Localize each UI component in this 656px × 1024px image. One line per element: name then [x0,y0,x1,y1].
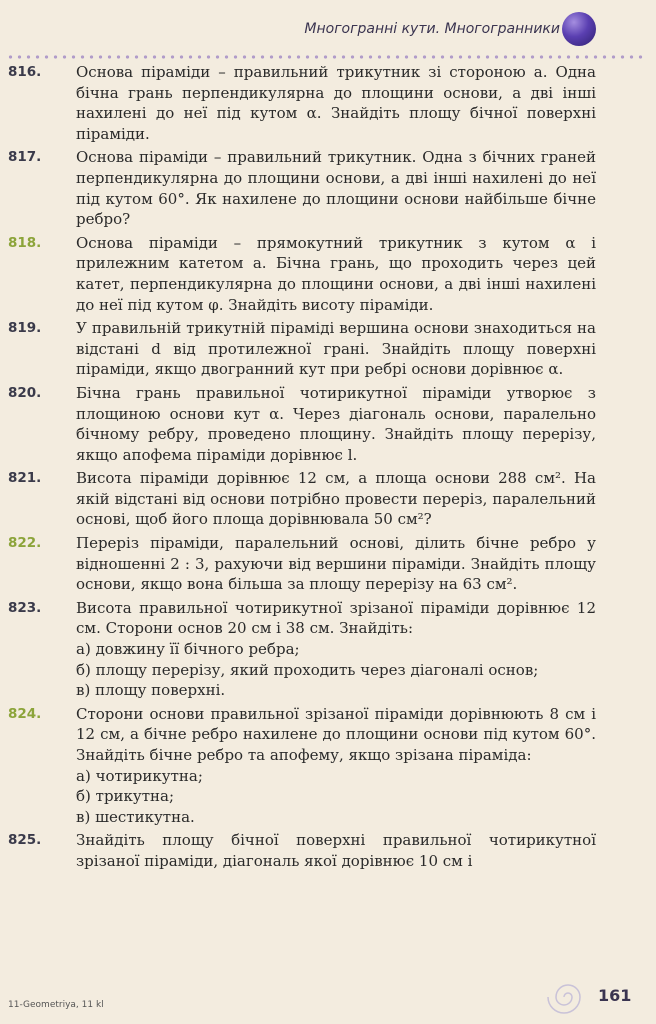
problem-number: 825. [8,832,42,849]
problem-text: Основа піраміди – правильний трикутник зі стороною a. Одна бічна грань перпендикулярна до площини основи, а дві інші нахилені до неї під кутом α. Знайдіть площу бічної поверхні піраміди. [76,63,596,143]
problem-text: Бічна грань правильної чотирикутної піраміди утворює з площиною основи кут α. Через діагональ основи, паралельно бічному ребру, проведено площину. Знайдіть площу перерізу, якщо апофема піраміди дорівнює l. [76,383,596,464]
page-number: 161 [598,986,632,1005]
problem-number: 816. [8,64,42,80]
problem-item [0,318,656,380]
problem-item [0,704,656,828]
problem-body [76,233,596,315]
problem-option: а) довжину її бічного ребра; [76,640,300,659]
problem-body [76,147,596,229]
problem-number: 824. [8,705,42,722]
problem-number: 817. [8,149,42,166]
problem-option: в) шестикутна. [76,807,195,826]
problem-body [76,598,596,701]
problem-item [0,62,656,144]
problem-text: Основа піраміди – прямокутний трикутник з кутом α і прилежним катетом a. Бічна грань, що проходить через цей катет, перпендикулярна до площини основи, а дві інші нахилені до неї під кутом φ. Знайдіть висоту піраміди. [76,233,596,314]
footer-imprint: 11-Geometriya, 11 kl [8,1000,104,1010]
problem-text: Знайдіть площу бічної поверхні правильної чотирикутної зрізаної піраміди, діагональ якої дорівнює 10 см і [76,831,596,870]
problem-body [76,704,596,828]
problem-body [76,830,596,871]
problem-item [0,468,656,530]
problem-item [0,383,656,465]
problem-number: 818. [8,234,42,251]
swirl-decoration [528,972,598,1022]
problem-number: 821. [8,470,42,487]
problem-option: б) трикутна; [76,787,175,806]
problem-body [76,533,596,595]
problem-number: 820. [8,384,42,401]
problem-body [76,318,596,380]
problem-option: а) чотирикутна; [76,766,203,785]
problem-body [76,62,596,144]
problem-item [0,233,656,315]
running-header: Многогранні кути. Многогранники [304,21,560,37]
problem-number: 823. [8,599,42,616]
problem-item [0,147,656,229]
problem-list [0,62,656,875]
problem-body [76,383,596,465]
problem-item [0,830,656,871]
problem-text: Переріз піраміди, паралельний основі, ділить бічне ребро у відношенні 2 : 3, рахуючи від вершини піраміди. Знайдіть площу основи, якщо вона більша за площу перерізу на 63 см². [76,534,596,594]
header-ball-decoration [562,12,596,46]
problem-item [0,598,656,701]
problem-text: Основа піраміди – правильний трикутник. Одна з бічних граней перпендикулярна до площини основи, а дві інші нахилені до неї під кутом 60°. Як нахилене до площини основи найбільше бічне ребро? [76,148,596,229]
problem-option: б) площу перерізу, який проходить через діагоналі основ; [76,660,539,679]
problem-text: Висота правильної чотирикутної зрізаної піраміди дорівнює 12 см. Сторони основ 20 см і 38 см. Знайдіть: [76,598,596,638]
problem-text: Висота піраміди дорівнює 12 см, а площа основи 288 см². На якій відстані від основи потрібно провести переріз, паралельний основі, щоб його площа дорівнювала 50 см²? [76,469,596,529]
problem-body [76,468,596,530]
dotted-divider [6,53,646,61]
problem-text: У правильній трикутній піраміді вершина основи знаходиться на відстані d від протилежної грані. Знайдіть площу поверхні піраміди, якщо двогранний кут при ребрі основи дорівнює α. [76,319,596,379]
problem-number: 822. [8,535,42,552]
problem-text: Сторони основи правильної зрізаної піраміди дорівнюють 8 см і 12 см, а бічне ребро нахилене до площини основи під кутом 60°. Знайдіть бічне ребро та апофему, якщо зрізана піраміда: [76,704,596,764]
problem-item [0,533,656,595]
problem-number: 819. [8,320,42,337]
problem-option: в) площу поверхні. [76,681,226,700]
